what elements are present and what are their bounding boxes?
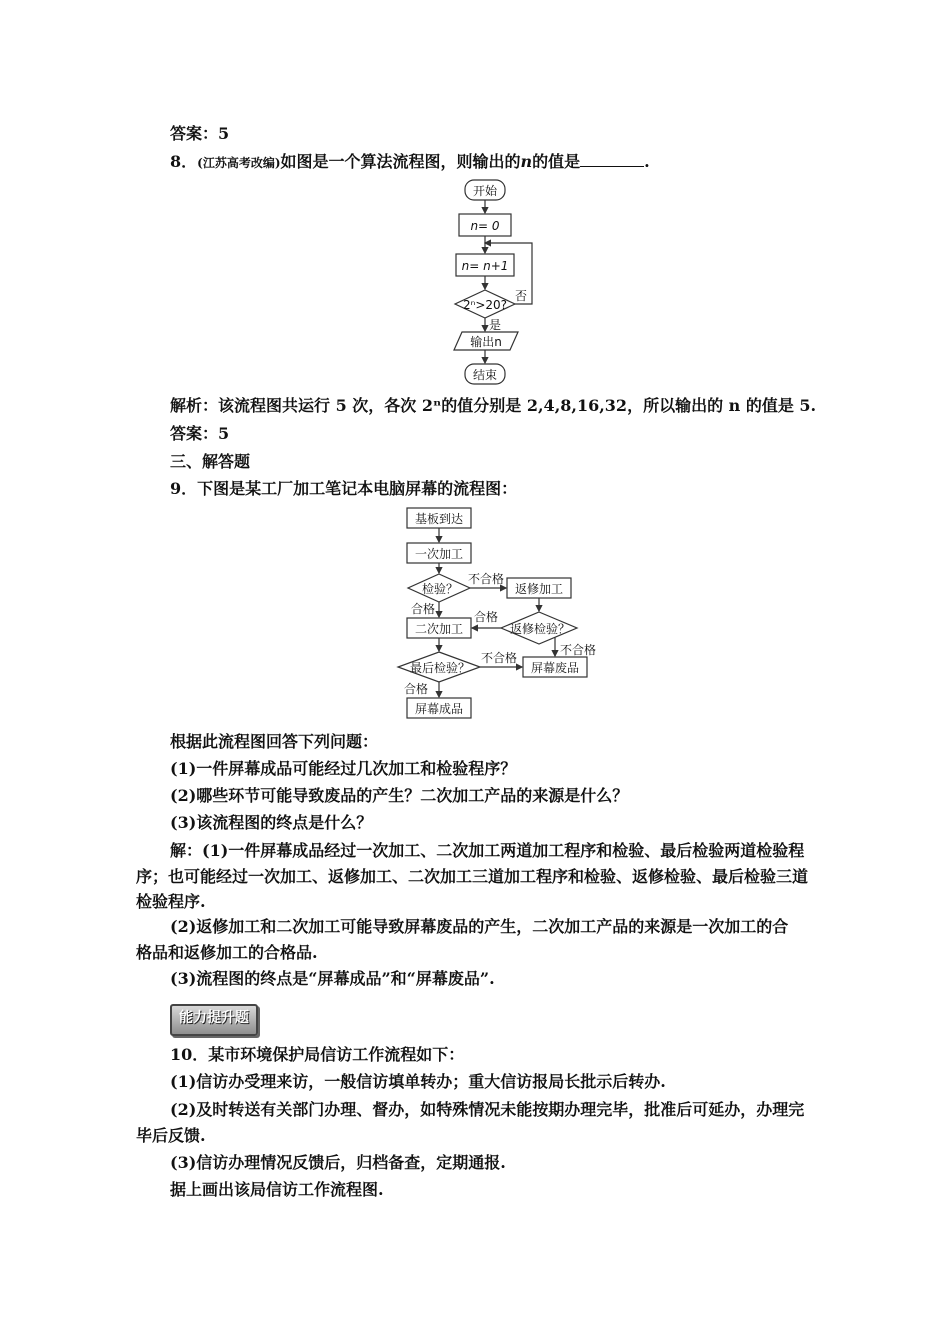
- ability-badge-label: 能力提升题: [179, 1010, 249, 1026]
- q9-answer-1-line-3: 检验程序.: [136, 892, 206, 911]
- q9-first-label: 一次加工: [414, 547, 464, 561]
- q9-substrate-label: 基板到达: [414, 512, 464, 526]
- q9-inspect-label: 检验？: [421, 582, 459, 596]
- q9-intro: 9．下图是某工厂加工笔记本电脑屏幕的流程图：: [170, 479, 518, 498]
- q8-init-label: n= 0: [470, 219, 500, 233]
- q9-product-label: 屏幕成品: [414, 702, 464, 716]
- q8-analysis: 解析：该流程图共运行 5 次，各次 2ⁿ的值分别是 2,4,8,16,32，所以输出的 n 的值是 5.: [170, 396, 817, 415]
- q10-point-1: (1)信访办受理来访，一般信访填单转办；重大信访报局长批示后转办.: [170, 1072, 666, 1091]
- q9-unqualified3-label: 不合格: [481, 651, 518, 665]
- q9-answer-1-line-2: 序；也可能经过一次加工、返修加工、二次加工三道加工程序和检验、返修检验、最后检验三道: [136, 867, 809, 886]
- section-title: 三、解答题: [170, 452, 251, 471]
- top-answer: 答案：5: [170, 124, 230, 143]
- q8-var: n: [520, 152, 533, 171]
- q10-point-2-line-2: 毕后反馈.: [136, 1126, 206, 1145]
- q8-text: 如图是一个算法流程图，则输出的: [280, 152, 521, 171]
- q9-question-1: (1)一件屏幕成品可能经过几次加工和检验程序？: [170, 759, 517, 778]
- q9-answer-2-line-1: (2)返修加工和二次加工可能导致屏幕废品的产生，二次加工产品的来源是一次加工的合: [170, 917, 789, 936]
- q8-condition-label: 2ⁿ>20?: [462, 298, 508, 312]
- q9-qualified3-label: 合格: [404, 682, 429, 696]
- q9-qualified2-label: 合格: [474, 610, 499, 624]
- q9-final-inspect-label: 最后检验？: [409, 661, 471, 675]
- q8-answer: 答案：5: [170, 424, 230, 443]
- q8-yes-label: 是: [489, 318, 502, 332]
- q9-question-2: (2)哪些环节可能导致废品的产生？二次加工产品的来源是什么？: [170, 786, 629, 805]
- q9-unqualified2-label: 不合格: [560, 643, 597, 657]
- q8-end-label: 结束: [472, 368, 498, 382]
- q8-text2: 的值是: [532, 152, 581, 171]
- q8-source: (江苏高考改编): [197, 156, 281, 170]
- q9-answer-3: (3)流程图的终点是“屏幕成品”和“屏幕废品”.: [170, 969, 495, 988]
- q9-qualified1-label: 合格: [411, 602, 436, 616]
- q8-no-label: 否: [515, 289, 528, 303]
- q8-output-label: 输出n: [470, 335, 502, 349]
- q10-point-3: (3)信访办理情况反馈后，归档备查，定期通报.: [170, 1153, 506, 1172]
- q9-rework-label: 返修加工: [514, 582, 564, 596]
- q9-answer-1-line-1: 解：(1)一件屏幕成品经过一次加工、二次加工两道加工程序和检验、最后检验两道检验程: [170, 841, 805, 860]
- q8-end: .: [644, 152, 650, 171]
- q8-number: 8．: [170, 152, 198, 171]
- q10-intro: 10．某市环境保护局信访工作流程如下：: [170, 1045, 465, 1064]
- q9-waste-label: 屏幕废品: [530, 661, 580, 675]
- q10-instruction: 据上画出该局信访工作流程图.: [170, 1180, 384, 1199]
- q9-unqualified1-label: 不合格: [468, 572, 505, 586]
- q9-question-3: (3)该流程图的终点是什么？: [170, 813, 373, 832]
- q9-second-label: 二次加工: [414, 622, 464, 636]
- ability-badge: [170, 1004, 258, 1036]
- q9-answer-2-line-2: 格品和返修加工的合格品.: [136, 943, 318, 962]
- q9-prompt: 根据此流程图回答下列问题：: [170, 732, 379, 751]
- q9-rework-inspect-label: 返修检验？: [509, 622, 571, 636]
- q10-point-2-line-1: (2)及时转送有关部门办理、督办，如特殊情况未能按期办理完毕，批准后可延办，办理完: [170, 1100, 805, 1119]
- q8-update-label: n= n+1: [461, 259, 509, 273]
- q8-start-label: 开始: [472, 184, 498, 198]
